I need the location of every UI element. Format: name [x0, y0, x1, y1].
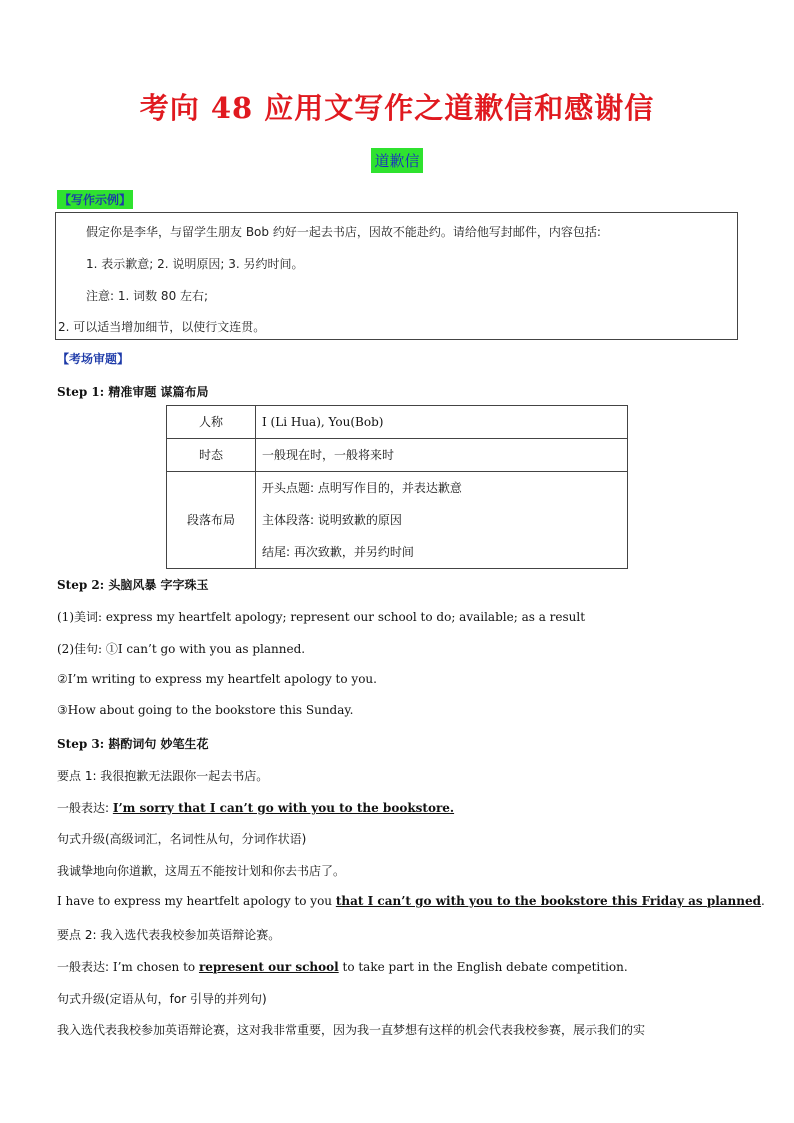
point-1-chinese: 我诚挚地向你道歉，这周五不能按计划和你去书店了。: [57, 864, 346, 878]
english-part-a: I have to express my heartfelt apology to you: [57, 894, 336, 908]
good-words: (1)美词: express my heartfelt apology; represent our school to do; available; as a result: [57, 610, 586, 624]
page-title: 考向 48 应用文写作之道歉信和感谢信: [139, 91, 655, 125]
step-1-heading: Step 1: 精准审题 谋篇布局: [57, 385, 209, 399]
table-val-paragraph: [256, 472, 628, 569]
point-2: 要点 2: 我入选代表我校参加英语辩论赛。: [57, 928, 281, 942]
table-row: [167, 406, 628, 439]
step-2-heading: Step 2: 头脑风暴 字字珠玉: [57, 578, 209, 592]
layout-table: [166, 405, 628, 569]
subtitle-apology-letter: 道歉信: [371, 148, 422, 173]
point-1-english: [57, 894, 765, 908]
sentence-1: ①I can’t go with you as planned.: [105, 642, 306, 656]
paragraph-opening: 开头点题: 点明写作目的，并表达歉意: [262, 481, 462, 495]
example-line-2: 1. 表示歉意; 2. 说明原因; 3. 另约时间。: [86, 257, 304, 271]
paragraph-ending: 结尾: 再次致歉，并另约时间: [262, 545, 414, 559]
example-line-1: 假定你是李华，与留学生朋友 Bob 约好一起去书店，因故不能赴约。请给他写封邮件，内容包括:: [86, 225, 601, 239]
general-part-c: to take part in the English debate competition.: [338, 960, 628, 974]
sentence-2: ②I’m writing to express my heartfelt apology to you.: [57, 672, 377, 686]
tag-writing-example: 【写作示例】: [57, 190, 133, 209]
point-1-general: [57, 799, 454, 816]
point-1: 要点 1: 我很抱歉无法跟你一起去书店。: [57, 769, 269, 783]
good-sentences-label: (2)佳句:: [57, 642, 106, 656]
english-part-c: .: [761, 894, 765, 908]
general-part-a: I’m chosen to: [112, 960, 199, 974]
step-3-heading: Step 3: 斟酌词句 妙笔生花: [57, 737, 209, 751]
general-expression: I’m sorry that I can’t go with you to the bookstore.: [112, 801, 455, 815]
sentence-3: ③How about going to the bookstore this Sunday.: [57, 703, 354, 717]
tag-analysis: 【考场审题】: [57, 352, 130, 366]
example-line-3: 注意: 1. 词数 80 左右;: [86, 289, 209, 303]
subtitle-wrap: [0, 148, 794, 173]
table-val-tense: 一般现在时，一般将来时: [256, 439, 628, 472]
table-key-tense: 时态: [167, 439, 256, 472]
table-key-paragraph: 段落布局: [167, 472, 256, 569]
general-label: 一般表达:: [57, 801, 113, 815]
table-row: [167, 472, 628, 569]
table-val-person: I (Li Hua), You(Bob): [256, 406, 628, 439]
table-key-person: 人称: [167, 406, 256, 439]
general-part-b: represent our school: [198, 960, 339, 974]
point-2-general: [57, 958, 628, 975]
paragraph-body: 主体段落: 说明致歉的原因: [262, 513, 402, 527]
example-line-4: 2. 可以适当增加细节，以使行文连贯。: [58, 320, 266, 334]
english-part-b: that I can’t go with you to the bookstore this Friday as planned: [335, 894, 762, 908]
point-2-upgrade: 句式升级(定语从句，for 引导的并列句): [57, 992, 267, 1006]
point-2-chinese: 我入选代表我校参加英语辩论赛，这对我非常重要，因为我一直梦想有这样的机会代表我校参赛，展示我们的实: [57, 1023, 646, 1037]
example-prompt-box: [55, 212, 738, 340]
table-row: [167, 439, 628, 472]
point-1-upgrade: 句式升级(高级词汇，名词性从句，分词作状语): [57, 832, 307, 846]
good-sentences-line: [57, 640, 305, 657]
general-label: 一般表达:: [57, 960, 113, 974]
